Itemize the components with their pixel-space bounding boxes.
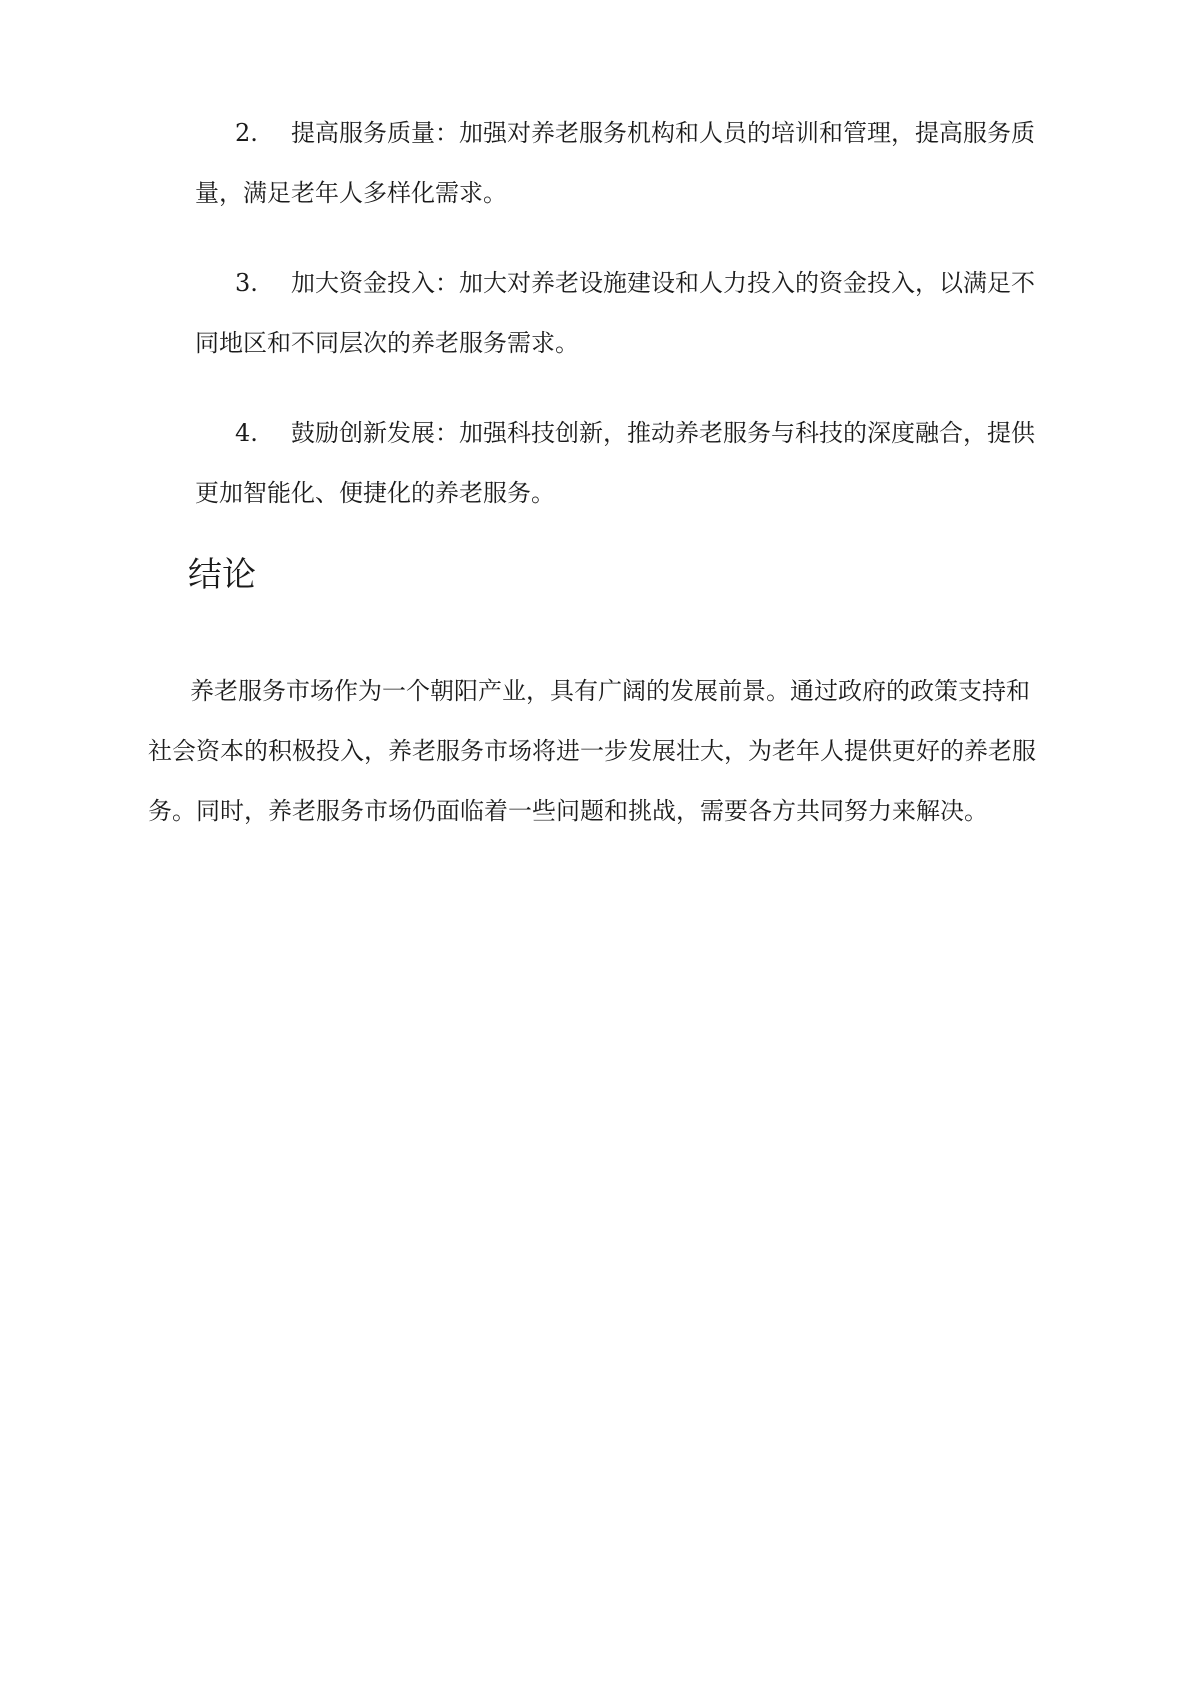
list-number: 2.	[235, 119, 258, 147]
list-text: 鼓励创新发展：加强科技创新，推动养老服务与科技的深度融合，提供	[291, 419, 1035, 447]
list-number: 3.	[235, 269, 258, 297]
list-item-first-line	[195, 253, 1040, 313]
paragraph-line: 社会资本的积极投入，养老服务市场将进一步发展壮大，为老年人提供更好的养老服	[148, 737, 1036, 765]
list-text-continued: 更加智能化、便捷化的养老服务。	[195, 479, 555, 507]
list-text: 加大资金投入：加大对养老设施建设和人力投入的资金投入，以满足不	[291, 269, 1035, 297]
paragraph-line: 务。同时，养老服务市场仍面临着一些问题和挑战，需要各方共同努力来解决。	[148, 797, 988, 825]
list-number: 4.	[235, 419, 258, 447]
paragraph-line: 养老服务市场作为一个朝阳产业，具有广阔的发展前景。通过政府的政策支持和	[190, 677, 1030, 705]
list-text-continued: 同地区和不同层次的养老服务需求。	[195, 329, 579, 357]
list-item-first-line	[195, 103, 1040, 163]
list-item-4	[195, 403, 1040, 523]
conclusion-paragraph	[148, 661, 1048, 841]
list-text: 提高服务质量：加强对养老服务机构和人员的培训和管理，提高服务质	[291, 119, 1035, 147]
list-item-3	[195, 253, 1040, 373]
list-text-continued: 量，满足老年人多样化需求。	[195, 179, 507, 207]
list-item-first-line	[195, 403, 1040, 463]
section-heading-conclusion: 结论	[188, 555, 256, 595]
list-item-2	[195, 103, 1040, 223]
